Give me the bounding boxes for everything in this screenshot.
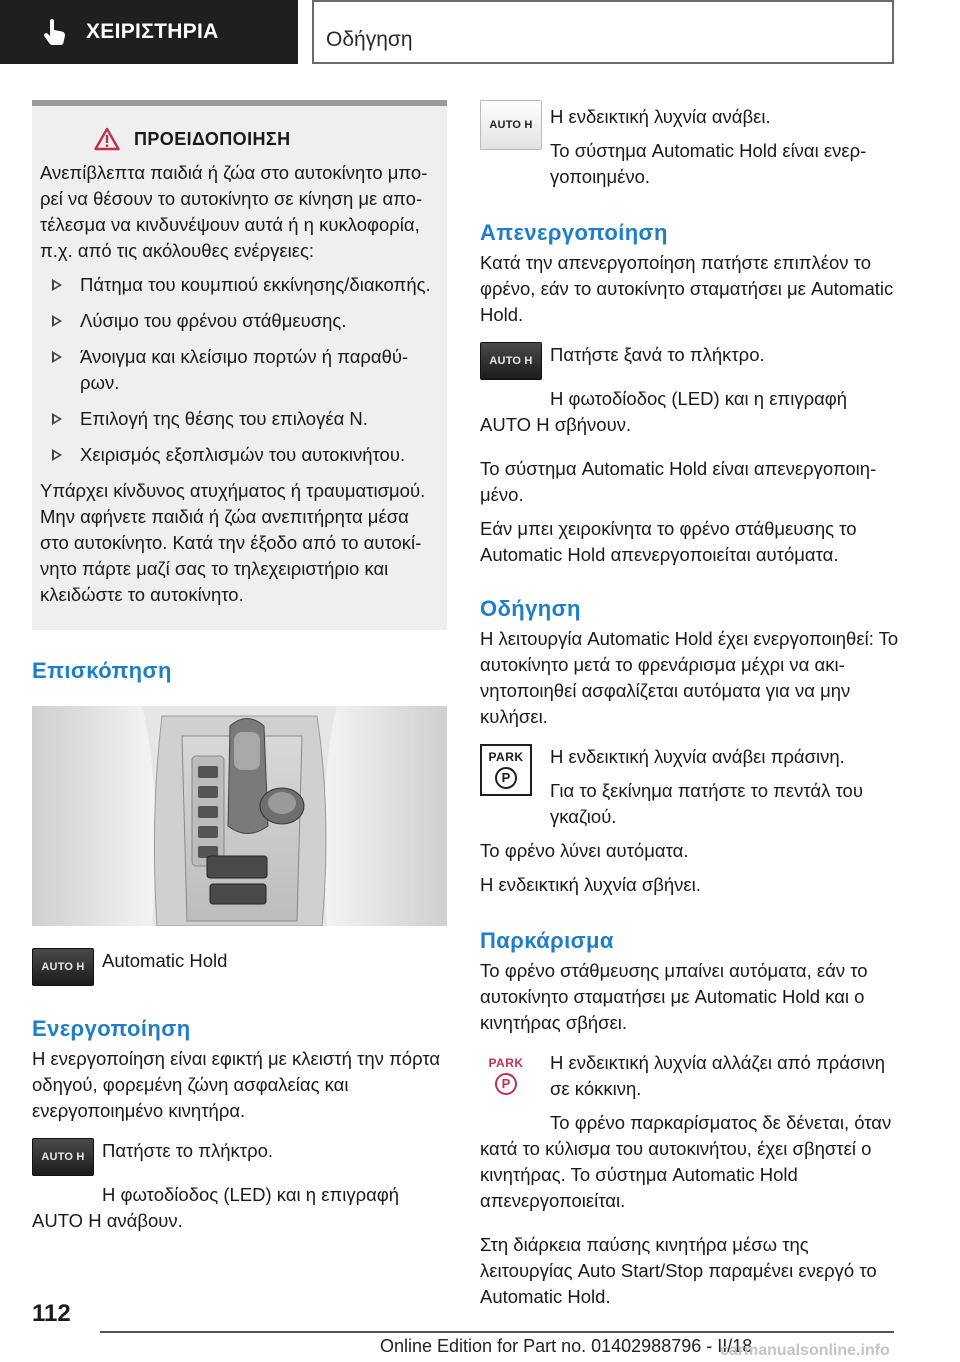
activation-step-row: [32, 1138, 447, 1176]
parking-p1: Στη διάρκεια παύσης κινητήρα μέσω της λειτουργίας Auto Start/Stop παραμένει ενεργό το Automatic Hold.: [480, 1234, 877, 1307]
driving-p2: Η ενδεικτική λυχνία σβήνει.: [480, 874, 701, 895]
park-red-row: [480, 1050, 900, 1102]
warning-triangle-icon: [94, 127, 120, 151]
chapter-title: ΧΕΙΡΙΣΤΗΡΙΑ: [86, 20, 219, 43]
warning-intro: Ανεπίβλεπτα παιδιά ή ζώα στο αυτοκίνητο μπορεί να θέσουν το αυτοκίνητο σε κίνηση με αποτέλεσμα να κινδυνέψουν αυτά ή η κυκλοφορία, π.χ. από τις ακόλουθες ενέργειες:: [40, 162, 428, 261]
system-active-text: Το σύστημα Automatic Hold είναι ενεργοποιημένο.: [550, 140, 867, 187]
warning-box: [32, 100, 447, 630]
bullet-triangle-icon: [52, 279, 62, 291]
right-column: [480, 100, 900, 1310]
parking-ind1: Η ενδεικτική λυχνία αλλάζει από πράσινη σε κόκκινη.: [550, 1052, 886, 1099]
bullet-triangle-icon: [52, 351, 62, 363]
overview-caption: Automatic Hold: [102, 950, 228, 971]
left-column: [32, 100, 447, 1234]
chapter-tab[interactable]: [0, 0, 298, 64]
bullet-triangle-icon: [52, 449, 62, 461]
deactivation-p2: Εάν μπει χειροκίνητα το φρένο στάθμευσης το Automatic Hold απενεργοποιείται αυτόματα.: [480, 518, 857, 565]
bullet-triangle-icon: [52, 413, 62, 425]
warning-outro: Υπάρχει κίνδυνος ατυχήματος ή τραυματισμού. Μην αφήνετε παιδιά ή ζώα ανεπιτήρητα μέσα στο αυτοκίνητο. Κατά την έξοδο από το αυτοκίνητο πάρτε μαζί σας το τηλεχειριστήριο και κλειδώστε το αυτοκίνητο.: [40, 480, 426, 605]
auto-hold-caption-row: [32, 948, 447, 986]
section-header: [312, 0, 894, 64]
activation-step2: Η φωτοδίοδος (LED) και η επιγραφή AUTO H ανάβουν.: [32, 1184, 400, 1231]
driving-ind1: Η ενδεικτική λυχνία ανάβει πράσινη.: [550, 746, 845, 767]
activation-body: Η ενεργοποίηση είναι εφικτή με κλειστή την πόρτα οδηγού, φορεμένη ζώνη ασφαλείας και ενεργοποιημένο κινητήρα.: [32, 1048, 441, 1121]
edition-text: Online Edition for Part no. 01402988796 - II/18: [380, 1336, 753, 1356]
driving-p1: Το φρένο λύνει αυτόματα.: [480, 840, 689, 861]
list-item: Χειρισμός εξοπλισμών του αυτοκινήτου.: [40, 442, 437, 468]
parking-body: Το φρένο στάθμευσης μπαίνει αυτόματα, εάν το αυτοκίνητο σταματήσει με Automatic Hold και ο κινητήρας σβήσει.: [480, 960, 868, 1033]
park-indicator-green-icon: PARK P: [480, 744, 532, 796]
activation-step1: Πατήστε το πλήκτρο.: [102, 1140, 274, 1161]
driving-heading: Οδήγηση: [480, 596, 581, 621]
deactivation-step-row: [480, 342, 900, 380]
section-title: Οδήγηση: [326, 28, 413, 51]
console-illustration: [32, 706, 447, 926]
page-number: 112: [32, 1300, 71, 1327]
list-item: Πάτημα του κουμπιού εκκίνησης/διακοπής.: [40, 272, 437, 298]
pointing-hand-icon: [40, 17, 70, 47]
warning-heading: [40, 126, 437, 152]
center-console-photo: [32, 706, 447, 926]
driving-ind2: Για το ξεκίνημα πατήστε το πεντάλ του γκαζιού.: [550, 780, 863, 827]
list-item: Λύσιμο του φρένου στάθμευσης.: [40, 308, 437, 334]
list-item: Επιλογή της θέσης του επιλογέα N.: [40, 406, 437, 432]
driving-body: Η λειτουργία Automatic Hold έχει ενεργοποιηθεί: Το αυτοκίνητο μετά το φρενάρισμα μέχρι να ακινητοποιηθεί ασφαλίζεται αυτόματα για να μην κυλήσει.: [480, 628, 899, 727]
footer-rule: [100, 1331, 894, 1333]
park-green-row: [480, 744, 900, 830]
park-indicator-red-icon: PARK P: [480, 1050, 532, 1102]
deactivation-step1: Πατήστε ξανά το πλήκτρο.: [550, 344, 765, 365]
auto-hold-button-icon: AUTO H: [32, 1138, 94, 1176]
deactivation-heading: Απενεργοποίηση: [480, 220, 668, 245]
auto-hold-button-icon: AUTO H: [480, 342, 542, 380]
overview-heading: Επισκόπηση: [32, 658, 172, 683]
parking-heading: Παρκάρισμα: [480, 928, 614, 953]
activation-heading: Ενεργοποίηση: [32, 1016, 191, 1041]
watermark: carmanualsonline.info: [720, 1342, 890, 1359]
deactivation-step2: Η φωτοδίοδος (LED) και η επιγραφή AUTO H σβήνουν.: [480, 388, 848, 435]
deactivation-p1: Το σύστημα Automatic Hold είναι απενεργοποιημένο.: [480, 458, 877, 505]
warning-list: [40, 272, 437, 468]
warning-title: ΠΡΟΕΙΔΟΠΟΙΗΣΗ: [134, 129, 291, 149]
parking-ind2: Το φρένο παρκαρίσματος δε δένεται, όταν κατά το κύλισμα του αυτοκινήτου, έχει σβηστεί ο κινητήρας. Το σύστημα Automatic Hold απενεργοποιείται.: [480, 1112, 892, 1211]
indicator-on-row: [480, 100, 900, 190]
auto-hold-indicator-icon: AUTO H: [480, 100, 542, 150]
header-divider: [312, 0, 314, 64]
indicator-on-text: Η ενδεικτική λυχνία ανάβει.: [550, 106, 771, 127]
list-item: Άνοιγμα και κλείσιμο πορτών ή παραθύρων.: [40, 344, 437, 396]
header-rule: [312, 0, 892, 2]
bullet-triangle-icon: [52, 315, 62, 327]
auto-hold-button-icon: AUTO H: [32, 948, 94, 986]
deactivation-body: Κατά την απενεργοποίηση πατήστε επιπλέον το φρένο, εάν το αυτοκίνητο σταματήσει με Automatic Hold.: [480, 252, 894, 325]
